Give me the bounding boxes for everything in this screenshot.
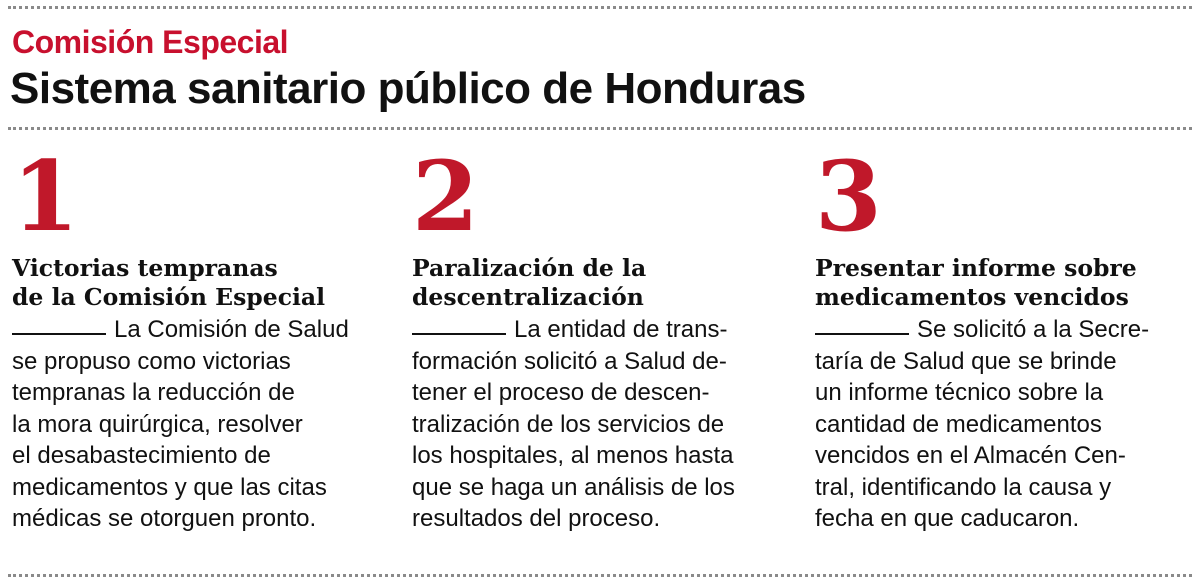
item-title: Paralización de la descentralización — [412, 254, 647, 311]
item-body: La Comisión de Salud se propuso como victorias tempranas la reducción de la mora quirúrgica, resolver el desabastecimiento de medicamentos y que las citas médicas se otorguen pronto. — [12, 316, 349, 532]
item-body: La entidad de trans- formación solicitó a Salud de- tener el proceso de descen- tralización de los servicios de los hospitales, al menos hasta que se haga un análisis de los resultados del proceso. — [412, 316, 735, 532]
item-body-wrapper — [12, 314, 387, 535]
top-divider — [8, 6, 1192, 9]
item-column-2 — [412, 140, 787, 535]
section-kicker: Comisión Especial — [12, 24, 289, 60]
item-number: 2 — [412, 140, 479, 253]
lead-rule — [412, 333, 506, 335]
item-number: 1 — [12, 140, 79, 253]
item-body: Se solicitó a la Secre- taría de Salud que se brinde un informe técnico sobre la cantidad de medicamentos vencidos en el Almacén Cen- tral, identificando la causa y fecha en que caducaron. — [815, 316, 1150, 532]
page-headline: Sistema sanitario público de Honduras — [10, 64, 806, 113]
item-body-wrapper — [815, 314, 1190, 535]
item-body-wrapper — [412, 314, 787, 535]
item-column-3 — [815, 140, 1190, 535]
bottom-divider — [8, 574, 1192, 577]
item-column-1 — [12, 140, 387, 535]
header-divider — [8, 127, 1192, 130]
lead-rule — [815, 333, 909, 335]
item-title: Presentar informe sobre medicamentos vencidos — [815, 254, 1137, 311]
lead-rule — [12, 333, 106, 335]
item-number: 3 — [815, 140, 882, 253]
item-title: Victorias tempranas de la Comisión Especial — [12, 254, 326, 311]
